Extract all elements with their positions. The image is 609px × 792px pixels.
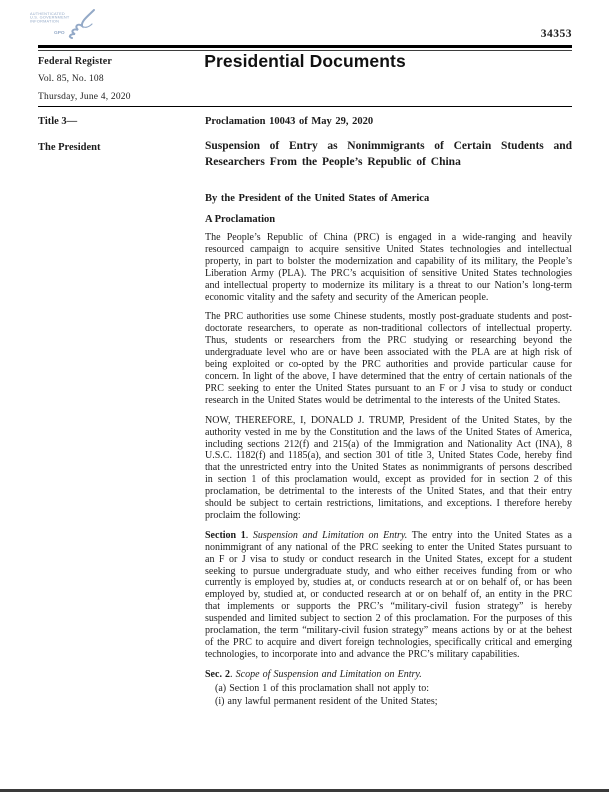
gpo-initials: GPO xyxy=(54,30,65,36)
section-2-heading: Sec. 2. Scope of Suspension and Limitation on Entry. xyxy=(205,668,422,680)
paragraph-2: The PRC authorities use some Chinese students, mostly post-graduate students and post-doctorate researchers, to operate as non-traditional collectors of intellectual property. Thus, students or researchers from the PRC studying or researching beyond the undergraduate level who are or have been associated with the PLA are at high risk of being exploited or co-opted by the PRC authorities and provide particular cause for concern. In light of the above, I have determined that the entry of certain nationals of the PRC seeking to enter the United States pursuant to an F or J visa to study or conduct research in the United States would be detrimental to the interests of the United States. xyxy=(205,311,572,406)
section-1-paragraph: Section 1. Suspension and Limitation on Entry. The entry into the United States as a nonimmigrant of any national of the PRC seeking to enter the United States pursuant to an F or J visa to study or conduct research in the United States, except for a student seeking to pursue undergraduate study, and who either receives funding from or who currently is employed by, studies at, or conducts research at or on behalf of, or has been employed by, studied at, or conducted research at or on behalf of, an entity in the PRC that implements or supports the PRC’s “military-civil fusion strategy” is hereby suspended and limited subject to section 2 of this proclamation. For the purposes of this proclamation, the term “military-civil fusion strategy” means actions by or at the behest of the PRC to acquire and divert foreign technologies, specifically critical and emerging technologies, to incorporate into and advance the PRC’s military capabilities. xyxy=(205,529,572,660)
document-content xyxy=(38,116,572,710)
section-title: Presidential Documents xyxy=(204,51,406,71)
clause-a: (a) Section 1 of this proclamation shall not apply to: xyxy=(215,682,429,694)
section-2-title: Scope of Suspension and Limitation on Entry. xyxy=(235,668,422,680)
proclamation-number-line: Proclamation 10043 of May 29, 2020 xyxy=(205,116,374,127)
proclamation-heading: Suspension of Entry as Nonimmigrants of Certain Students and Researchers From the People’s Republic of China xyxy=(205,140,572,168)
gpo-eagle-swoosh-icon xyxy=(64,8,98,42)
publication-title: Federal Register xyxy=(38,56,113,67)
issue-date: Thursday, June 4, 2020 xyxy=(38,91,131,102)
paragraph-3: NOW, THEREFORE, I, DONALD J. TRUMP, President of the United States, by the authority vested in me by the Constitution and the laws of the United States of America, including sections 212(f) and 215(a) of the Immigration and Nationality Act (INA), 8 U.S.C. 1182(f) and 1185(a), and section 301 of title 3, United States Code, hereby find that the unrestricted entry into the United States as nonimmigrants of persons described in section 1 of this proclamation would, except as provided for in section 2 of this proclamation, be detrimental to the interests of the United States, and that their entry should be subject to certain restrictions, limitations, and exceptions. I therefore hereby proclaim the following: xyxy=(205,414,572,521)
subheading: A Proclamation xyxy=(205,214,276,225)
section-1-title: Suspension and Limitation on Entry. xyxy=(252,529,408,541)
page-number: 34353 xyxy=(540,28,572,40)
section-1-text: The entry into the United States as a nonimmigrant of any national of the PRC seeking to enter the United States pursuant to an F or J visa to study or conduct research in the United States, except for a student seeking to pursue undergraduate study, and who either receives funding from or who currently is employed by, studies at, or conducts research at or on behalf of, or has been employed by, studied at, or conducted research at or on behalf of, an entity in the PRC that implements or supports the PRC’s “military-civil fusion strategy” is hereby suspended and limited subject to section 2 of this proclamation. For the purposes of this proclamation, the term “military-civil fusion strategy” means actions by or at the behest of the PRC to acquire and divert foreign technologies, specifically critical and emerging technologies, to incorporate into and advance the PRC’s military capabilities. xyxy=(205,529,572,660)
volume-number: Vol. 85, No. 108 xyxy=(38,74,104,84)
paragraph-1: The People’s Republic of China (PRC) is engaged in a wide-ranging and heavily resourced campaign to acquire sensitive United States technologies and intellectual property, in part to bolster the modernization and capability of its military, the People’s Liberation Army (PLA). The PRC’s acquisition of sensitive United States technologies and intellectual property to modernize its military is a threat to our Nation’s long-term economic vitality and the safety and security of the American people. xyxy=(205,232,572,303)
clause-i: (i) any lawful permanent resident of the United States; xyxy=(215,696,438,708)
body-column xyxy=(205,116,572,710)
gpo-authentication-text: AUTHENTICATED U.S. GOVERNMENT INFORMATION xyxy=(30,12,70,24)
author-label: The President xyxy=(38,142,101,153)
byline: By the President of the United States of America xyxy=(205,193,430,204)
gpo-authentication-logo xyxy=(30,8,108,46)
masthead-bottom-rule xyxy=(38,106,572,107)
margin-column xyxy=(38,116,205,710)
section-1-label: Section 1 xyxy=(205,529,246,541)
title-label: Title 3— xyxy=(38,116,78,127)
section-2-label: Sec. 2 xyxy=(205,668,231,680)
